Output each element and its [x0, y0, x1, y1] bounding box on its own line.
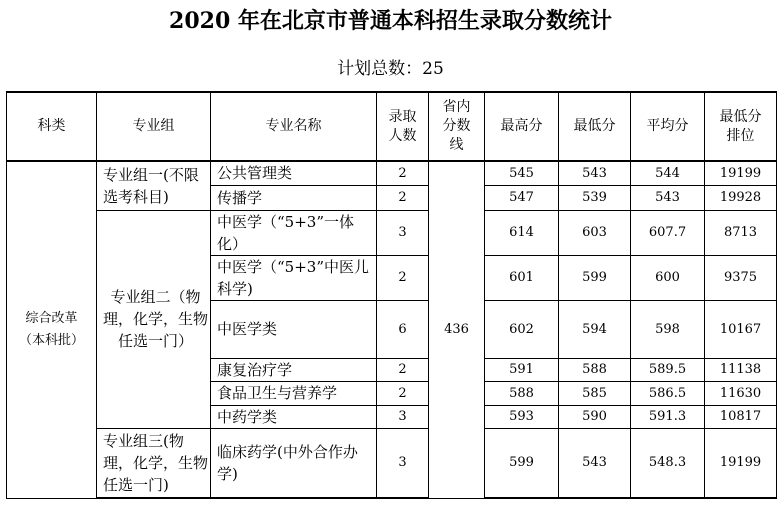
- min-cell: 585: [559, 381, 631, 405]
- page-title: 2020 年在北京市普通本科招生录取分数统计: [169, 8, 612, 34]
- admitted-cell: 2: [377, 381, 429, 405]
- admitted-cell: 6: [377, 300, 429, 358]
- major-cell: 中医学（“5+3”中医儿科学): [211, 255, 377, 300]
- max-cell: 547: [485, 185, 559, 210]
- avg-cell: 548.3: [631, 428, 705, 498]
- rank-cell: 10167: [705, 300, 777, 358]
- major-cell: 临床药学(中外合作办学): [211, 428, 377, 498]
- rank-cell: 8713: [705, 210, 777, 255]
- rank-cell: 19928: [705, 185, 777, 210]
- admitted-cell: 3: [377, 210, 429, 255]
- header-max: 最高分: [485, 92, 559, 161]
- major-cell: 食品卫生与营养学: [211, 381, 377, 405]
- min-cell: 594: [559, 300, 631, 358]
- major-cell: 中药学类: [211, 405, 377, 428]
- admitted-cell: 2: [377, 358, 429, 381]
- header-major: 专业名称: [211, 92, 377, 161]
- rank-cell: 10817: [705, 405, 777, 428]
- table-header-row: [7, 92, 777, 161]
- group-cell-2: 专业组二（物理，化学，生物任选一门）: [97, 210, 211, 428]
- admission-score-table: [6, 91, 777, 499]
- category-cell: 综合改革（本科批）: [7, 161, 97, 498]
- group-cell-1: 专业组一(不限选考科目): [97, 161, 211, 210]
- major-cell: 中医学（“5+3”一体化）: [211, 210, 377, 255]
- admitted-cell: 2: [377, 255, 429, 300]
- admitted-cell: 3: [377, 405, 429, 428]
- rank-cell: 19199: [705, 161, 777, 185]
- admitted-cell: 3: [377, 428, 429, 498]
- min-cell: 543: [559, 428, 631, 498]
- min-cell: 590: [559, 405, 631, 428]
- major-cell: 康复治疗学: [211, 358, 377, 381]
- min-cell: 539: [559, 185, 631, 210]
- header-group: 专业组: [97, 92, 211, 161]
- max-cell: 599: [485, 428, 559, 498]
- rank-cell: 11630: [705, 381, 777, 405]
- major-cell: 中医学类: [211, 300, 377, 358]
- plan-total: 计划总数：25: [337, 59, 444, 79]
- min-cell: 588: [559, 358, 631, 381]
- rank-cell: 11138: [705, 358, 777, 381]
- rank-cell: 19199: [705, 428, 777, 498]
- max-cell: 602: [485, 300, 559, 358]
- header-control-line: 省内分数线: [429, 92, 485, 161]
- avg-cell: 543: [631, 185, 705, 210]
- max-cell: 591: [485, 358, 559, 381]
- max-cell: 588: [485, 381, 559, 405]
- header-category: 科类: [7, 92, 97, 161]
- admitted-cell: 2: [377, 161, 429, 185]
- header-rank: 最低分排位: [705, 92, 777, 161]
- header-min: 最低分: [559, 92, 631, 161]
- avg-cell: 591.3: [631, 405, 705, 428]
- avg-cell: 598: [631, 300, 705, 358]
- min-cell: 603: [559, 210, 631, 255]
- avg-cell: 600: [631, 255, 705, 300]
- header-admitted: 录取人数: [377, 92, 429, 161]
- control-line-cell: 436: [429, 161, 485, 498]
- admitted-cell: 2: [377, 185, 429, 210]
- group-cell-3: 专业组三(物理，化学，生物任选一门): [97, 428, 211, 498]
- major-cell: 公共管理类: [211, 161, 377, 185]
- header-avg: 平均分: [631, 92, 705, 161]
- min-cell: 599: [559, 255, 631, 300]
- table-row: [7, 161, 777, 185]
- avg-cell: 544: [631, 161, 705, 185]
- max-cell: 545: [485, 161, 559, 185]
- min-cell: 543: [559, 161, 631, 185]
- rank-cell: 9375: [705, 255, 777, 300]
- table-row: [7, 428, 777, 498]
- major-cell: 传播学: [211, 185, 377, 210]
- avg-cell: 607.7: [631, 210, 705, 255]
- avg-cell: 589.5: [631, 358, 705, 381]
- avg-cell: 586.5: [631, 381, 705, 405]
- max-cell: 601: [485, 255, 559, 300]
- max-cell: 593: [485, 405, 559, 428]
- table-row: [7, 210, 777, 255]
- max-cell: 614: [485, 210, 559, 255]
